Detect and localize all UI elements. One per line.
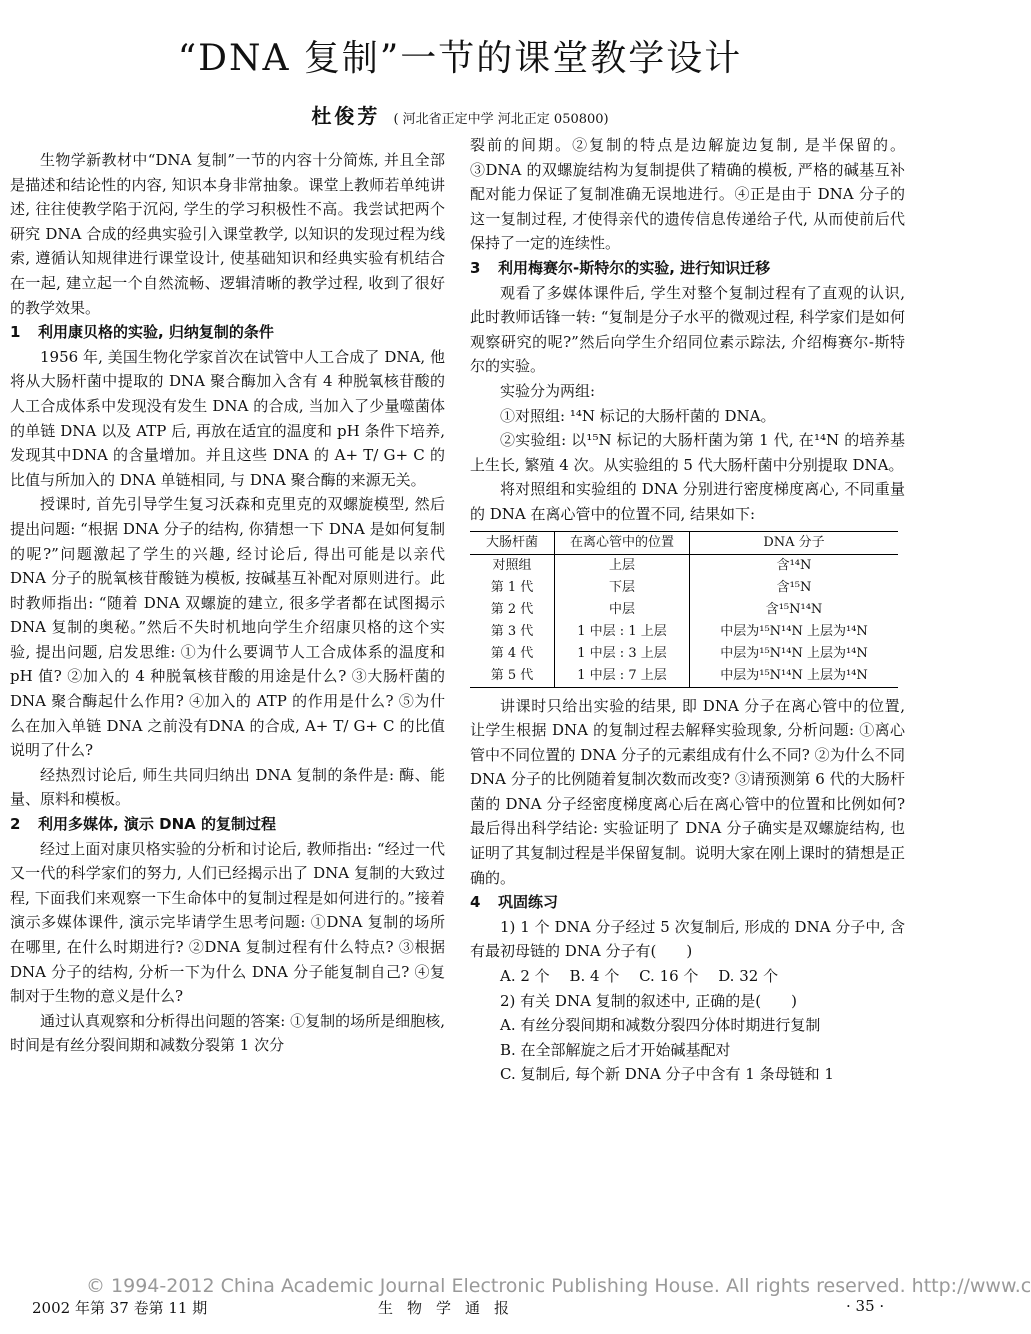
table-row: [470, 621, 898, 643]
table-cell: 第 4 代: [490, 645, 534, 661]
paragraph: 2) 有关 DNA 复制的叙述中, 正确的是( ): [500, 991, 797, 1010]
footer-journal: 生物学通报: [378, 1299, 524, 1317]
page-footer: [0, 1297, 920, 1327]
right-column: [470, 133, 905, 1087]
table-cell: 对照组: [492, 557, 532, 573]
section-heading: [10, 812, 445, 837]
table-header-row: [470, 531, 898, 554]
table-cell: 第 2 代: [490, 601, 534, 617]
section-heading: [470, 890, 905, 915]
table-cell: 中层为¹⁵N¹⁴N 上层为¹⁴N: [690, 643, 899, 665]
table-row: [470, 554, 898, 577]
table-cell: 含¹⁴N: [690, 554, 899, 577]
paragraph: ②实验组: 以¹⁵N 标记的大肠杆菌为第 1 代, 在¹⁴N 的培养基上生长, 繁殖 4 次。从实验组的 5 代大肠杆菌中分别提取 DNA。: [470, 431, 905, 474]
table-row: [470, 665, 898, 688]
section-heading-text: 利用多媒体, 演示 DNA 的复制过程: [38, 815, 276, 834]
section-heading: [10, 320, 445, 345]
paragraph: A. 有丝分裂间期和减数分裂四分体时期进行复制: [500, 1016, 821, 1035]
table-cell: 第 3 代: [490, 623, 534, 639]
right-column-bottom: [470, 694, 905, 1088]
table-header-cell: 在离心管中的位置: [555, 531, 690, 554]
left-column: [10, 148, 445, 1058]
paragraph: C. 复制后, 每个新 DNA 分子中含有 1 条母链和 1: [500, 1065, 834, 1084]
author-name: 杜俊芳: [311, 104, 381, 128]
table-row: [470, 599, 898, 621]
results-table: [470, 531, 898, 688]
right-column-top: [470, 133, 905, 527]
footer-issue: 2002 年第 37 卷第 11 期: [32, 1299, 208, 1317]
table-body: [470, 554, 898, 687]
paragraph: 1956 年, 美国生物化学家首次在试管中人工合成了 DNA, 他将从大肠杆菌中提取的 DNA 聚合酶加入含有 4 种脱氧核苷酸的人工合成体系中发现没有发生 DNA 的合成, 当加入了少量噬菌体的单链 DNA 以及 ATP 后, 再放在适宜的温度和 pH 条件下培养, 发现其中DNA 的含量增加。并且这些 DNA 的 A+ T/ G+ C 的比值与所加入的 DNA 单链相同, 与 DNA 聚合酶的来源无关。: [10, 347, 445, 489]
table-cell: 下层: [555, 577, 690, 599]
paragraph: 观看了多媒体课件后, 学生对整个复制过程有了直观的认识, 此时教师话锋一转: “复制是分子水平的微观过程, 科学家们是如何观察研究的呢?”然后向学生介绍同位素示踪法, 介绍梅赛尔-斯特尔的实验。: [470, 283, 905, 376]
paragraph: 生物学新教材中“DNA 复制”一节的内容十分简炼, 并且全部是描述和结论性的内容, 知识本身非常抽象。课堂上教师若单纯讲述, 往往使教学陷于沉闷, 学生的学习积极性不高。我尝试把两个研究 DNA 合成的经典实验引入课堂教学, 以知识的发现过程为线索, 遵循认知规律进行课堂设计, 使基础知识和经典实验有机结合在一起, 建立起一个自然流畅、逻辑清晰的教学过程, 收到了很好的教学效果。: [10, 151, 445, 317]
section-number: 3: [470, 258, 481, 277]
paragraph: 经过上面对康贝格实验的分析和讨论后, 教师指出: “经过一代又一代的科学家们的努力, 人们已经揭示出了 DNA 复制的大致过程, 下面我们来观察一下生命体中的复制过程是如何进行的。”接着演示多媒体课件, 演示完毕请学生思考问题: ①DNA 复制的场所在哪里, 在什么时期进行? ②DNA 复制过程有什么特点? ③根据 DNA 分子的结构, 分析一下为什么 DNA 分子能复制自己? ④复制对于生物的意义是什么?: [10, 839, 445, 1006]
table-cell: 第 1 代: [490, 579, 534, 595]
article-title: “DNA 复制”一节的课堂教学设计: [177, 38, 743, 79]
table-cell: 中层: [555, 599, 690, 621]
table-cell: 含¹⁵N¹⁴N: [690, 599, 899, 621]
paragraph: A. 2 个 B. 4 个 C. 16 个 D. 32 个: [500, 967, 779, 986]
footer-page-number: · 35 ·: [846, 1297, 885, 1315]
table-cell: 1 中层 : 7 上层: [555, 665, 690, 688]
table-cell: 中层为¹⁵N¹⁴N 上层为¹⁴N: [690, 665, 899, 688]
table-cell: 含¹⁵N: [690, 577, 899, 599]
table-row: [470, 577, 898, 599]
paragraph: 授课时, 首先引导学生复习沃森和克里克的双螺旋模型, 然后提出问题: “根据 DNA 分子的结构, 你猜想一下 DNA 是如何复制的呢?”问题激起了学生的兴趣, 经讨论后, 得出可能是以亲代 DNA 分子的脱氧核苷酸链为模板, 按碱基互补配对原则进行。此时教师指出: “随着 DNA 双螺旋的建立, 很多学者都在试图揭示 DNA 复制的奥秘。”然后不失时机地向学生介绍康贝格的这个实验, 提出问题, 启发思维: ①为什么要调节人工合成体系的温度和 pH 值? ②加入的 4 种脱氧核苷酸的用途是什么? ③大肠杆菌的 DNA 聚合酶起什么作用? ④加入的 ATP 的作用是什么? ⑤为什么在加入单链 DNA 之前没有DNA 的合成, A+ T/ G+ C 的比值说明了什么?: [10, 495, 445, 760]
paragraph: 经热烈讨论后, 师生共同归纳出 DNA 复制的条件是: 酶、能量、原料和模板。: [10, 765, 445, 809]
paragraph: 1) 1 个 DNA 分子经过 5 次复制后, 形成的 DNA 分子中, 含有最初母链的 DNA 分子有( ): [470, 917, 905, 961]
table-cell: 上层: [555, 554, 690, 577]
table-row: [470, 643, 898, 665]
table-cell: 第 5 代: [490, 667, 534, 683]
section-number: 1: [10, 323, 21, 342]
table-cell: 1 中层 : 1 上层: [555, 621, 690, 643]
author-affiliation: ( 河北省正定中学 河北正定 050800): [393, 112, 609, 127]
section-number: 4: [470, 893, 481, 912]
table-header-cell: DNA 分子: [690, 531, 899, 554]
table-cell: 1 中层 : 3 上层: [555, 643, 690, 665]
byline: [0, 100, 920, 129]
paragraph: 实验分为两组:: [500, 381, 596, 400]
paragraph: 通过认真观察和分析得出问题的答案: ①复制的场所是细胞核, 时间是有丝分裂间期和减数分裂第 1 次分: [10, 1011, 445, 1055]
paragraph: 讲课时只给出实验的结果, 即 DNA 分子在离心管中的位置, 让学生根据 DNA 的复制过程去解释实验现象, 分析问题: ①离心管中不同位置的 DNA 分子的元素组成有什么不同? ②为什么不同 DNA 分子的比例随着复制次数而改变? ③请预测第 6 代的大肠杆菌的 DNA 分子经密度梯度离心后在离心管中的位置和比例如何? 最后得出科学结论: 实验证明了 DNA 分子确实是双螺旋结构, 也证明了其复制过程是半保留复制。说明大家在刚上课时的猜想是正确的。: [470, 696, 906, 887]
paragraph: B. 在全部解旋之后才开始碱基配对: [500, 1040, 731, 1059]
section-heading: [470, 256, 905, 281]
table-header-cell: 大肠杆菌: [485, 534, 538, 550]
section-heading-text: 巩固练习: [498, 893, 559, 912]
copyright-watermark: © 1994-2012 China Academic Journal Electronic Publishing House. All rights reserved. http://www.c: [86, 1275, 1031, 1297]
paragraph: ①对照组: ¹⁴N 标记的大肠杆菌的 DNA。: [500, 406, 776, 425]
table-cell: 中层为¹⁵N¹⁴N 上层为¹⁴N: [690, 621, 899, 643]
section-number: 2: [10, 815, 21, 834]
paragraph: 将对照组和实验组的 DNA 分别进行密度梯度离心, 不同重量的 DNA 在离心管中的位置不同, 结果如下:: [470, 480, 905, 523]
section-heading-text: 利用梅赛尔-斯特尔的实验, 进行知识迁移: [498, 258, 771, 277]
section-heading-text: 利用康贝格的实验, 归纳复制的条件: [38, 323, 274, 342]
paragraph: 裂前的间期。②复制的特点是边解旋边复制, 是半保留的。③DNA 的双螺旋结构为复制提供了精确的模板, 严格的碱基互补配对能力保证了复制准确无误地进行。④正是由于 DNA 分子的这一复制过程, 才使得亲代的遗传信息传递给子代, 从而使前后代保持了一定的连续性。: [470, 136, 905, 253]
